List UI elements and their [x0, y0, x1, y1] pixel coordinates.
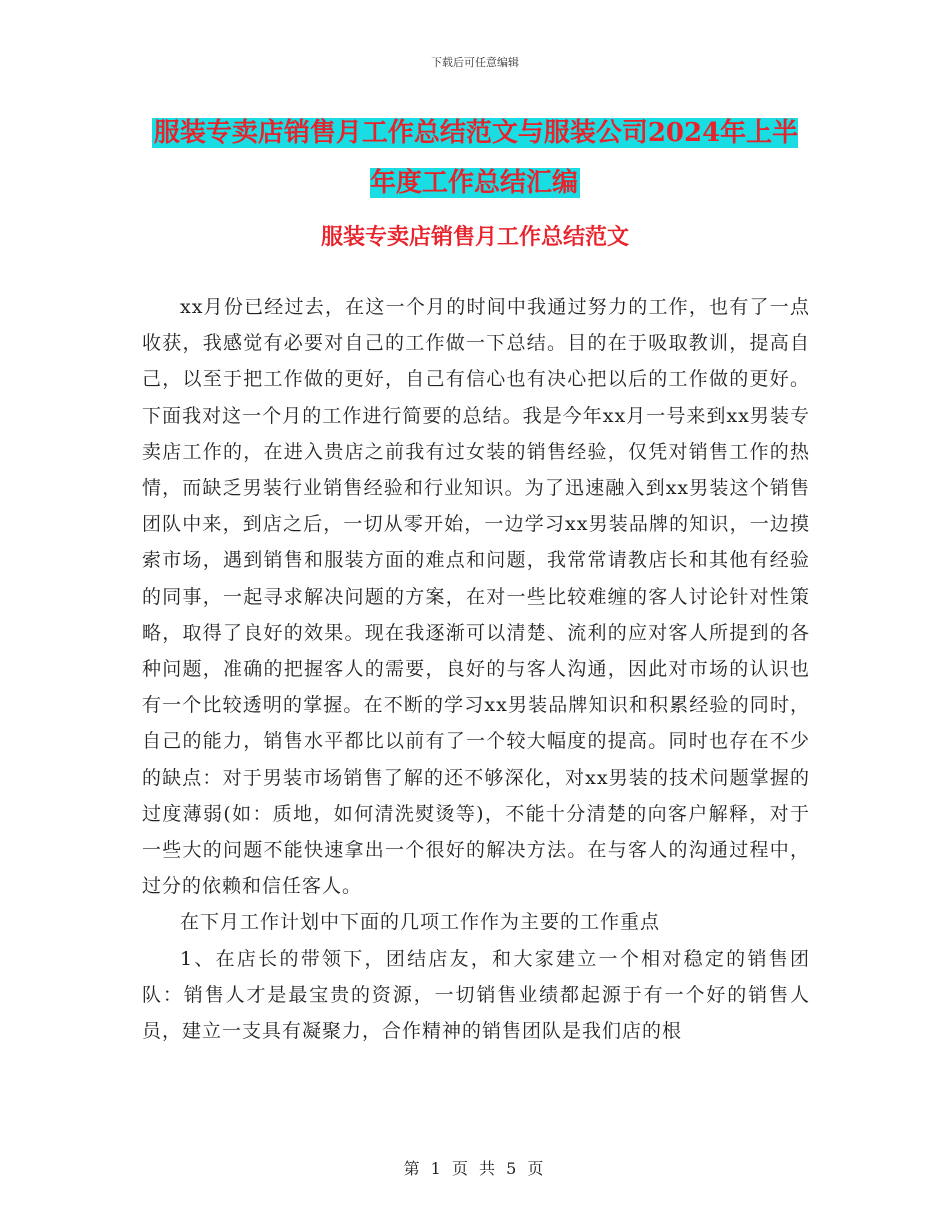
- body-paragraph: xx月份已经过去，在这一个月的时间中我通过努力的工作，也有了一点收获，我感觉有必要对自己的工作做一下总结。目的在于吸取教训，提高自己，以至于把工作做的更好，自己有信心也有决心把以后的工作做的更好。下面我对这一个月的工作进行简要的总结。我是今年xx月一号来到xx男装专卖店工作的，在进入贵店之前我有过女装的销售经验，仅凭对销售工作的热情，而缺乏男装行业销售经验和行业知识。为了迅速融入到xx男装这个销售团队中来，到店之后，一切从零开始，一边学习xx男装品牌的知识，一边摸索市场，遇到销售和服装方面的难点和问题，我常常请教店长和其他有经验的同事，一起寻求解决问题的方案，在对一些比较难缠的客人讨论针对性策略，取得了良好的效果。现在我逐渐可以清楚、流利的应对客人所提到的各种问题，准确的把握客人的需要，良好的与客人沟通，因此对市场的认识也有一个比较透明的掌握。在不断的学习xx男装品牌知识和积累经验的同时，自己的能力，销售水平都比以前有了一个较大幅度的提高。同时也存在不少的缺点：对于男装市场销售了解的还不够深化，对xx男装的技术问题掌握的过度薄弱(如：质地，如何清洗熨烫等)，不能十分清楚的向客户解释，对于一些大的问题不能快速拿出一个很好的解决方法。在与客人的沟通过程中，过分的依赖和信任客人。: [142, 296, 810, 898]
- body-paragraph: 1、在店长的带领下，团结店友，和大家建立一个相对稳定的销售团队：销售人才是最宝贵的资源，一切销售业绩都起源于有一个好的销售人员，建立一支具有凝聚力，合作精神的销售团队是我们店的根: [142, 947, 810, 1043]
- document-body: [142, 289, 810, 1049]
- body-paragraph: 在下月工作计划中下面的几项工作作为主要的工作重点: [180, 911, 661, 934]
- page-number-footer: 第 1 页 共 5 页: [403, 1159, 547, 1178]
- page-header-note: 下载后可任意编辑: [431, 56, 519, 69]
- section-title: 服装专卖店销售月工作总结范文: [320, 224, 629, 250]
- document-title-highlight: 服装专卖店销售月工作总结范文与服装公司2024年上半年度工作总结汇编: [153, 118, 799, 198]
- document-title: [150, 108, 800, 208]
